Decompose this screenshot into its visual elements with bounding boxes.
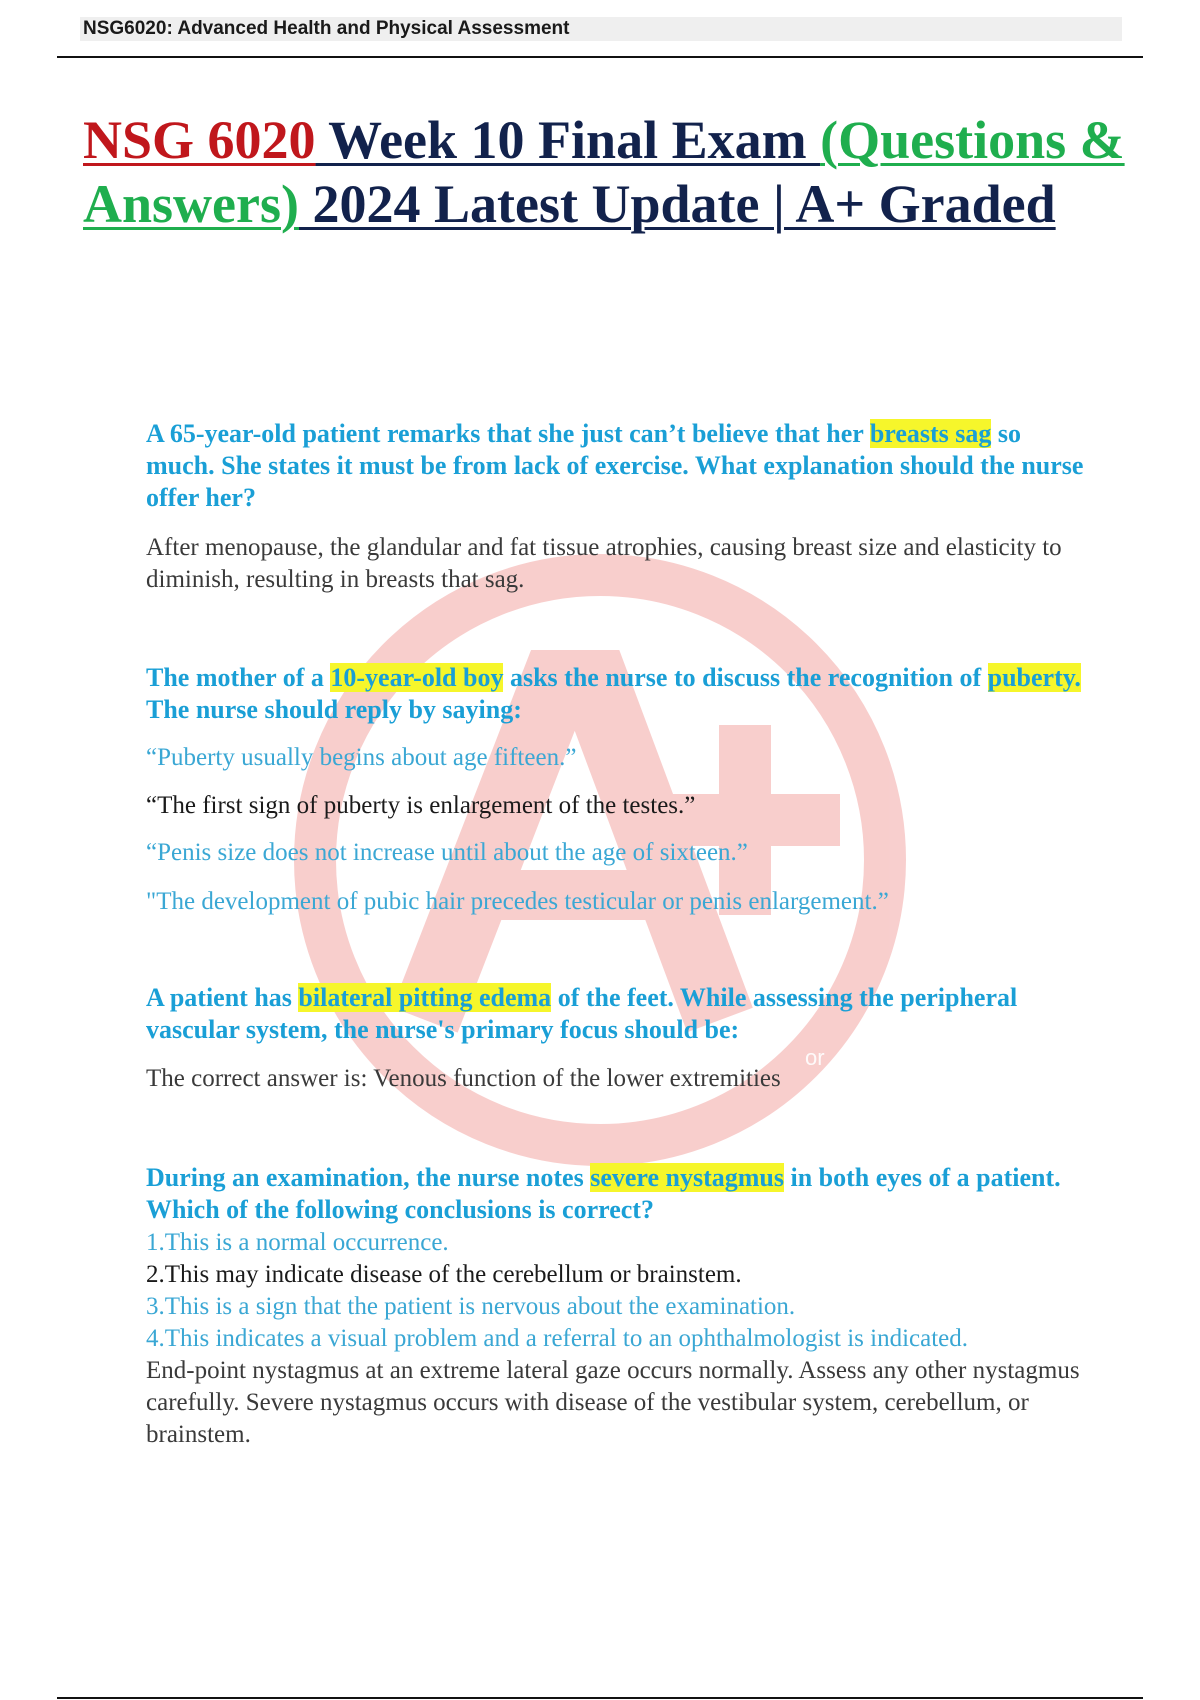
question-3-highlight: bilateral pitting edema [298,983,552,1012]
question-4-highlight: severe nystagmus [590,1163,784,1192]
question-4-option-2: 2.This may indicate disease of the cerebellum or brainstem. [146,1261,742,1288]
question-1 [146,418,1086,514]
question-2-option-1: “Puberty usually begins about age fifteen.” [146,744,577,771]
title-qa: (Questions & Answers) [83,110,1125,234]
question-4-option-4: 4.This indicates a visual problem and a referral to an ophthalmologist is indicated. [146,1325,968,1352]
question-2-option-3: “Penis size does not increase until about the age of sixteen.” [146,839,748,866]
question-2-text-end: The nurse should reply by saying: [146,695,522,724]
answer-1: After menopause, the glandular and fat tissue atrophies, causing breast size and elasticity to diminish, resulting in breasts that sag. [146,534,1062,593]
question-2-text-middle: asks the nurse to discuss the recognition of [503,663,988,692]
answer-3: The correct answer is: Venous function of the lower extremities [146,1065,781,1092]
question-4 [146,1162,1086,1226]
title-update: 2024 Latest Update | A+ Graded [298,174,1056,234]
footer-divider [57,1697,1143,1699]
question-2 [146,662,1086,726]
question-2-option-4: "The development of pubic hair precedes testicular or penis enlargement.” [146,888,889,915]
question-1-highlight: breasts sag [869,419,992,448]
question-2-highlight-2: puberty. [987,663,1081,692]
page-title [83,108,1133,236]
question-3 [146,982,1086,1046]
question-4-option-3: 3.This is a sign that the patient is nervous about the examination. [146,1293,796,1320]
header-divider [57,56,1143,58]
watermark-text: or [805,1045,825,1070]
question-1-text-end: so much. She states it must be from lack of exercise. What explanation should the nurse offer her? [146,419,1084,512]
question-3-text-start: A patient has [146,983,299,1012]
question-4-option-1: 1.This is a normal occurrence. [146,1229,449,1256]
question-3-text-end: of the feet. While assessing the peripheral vascular system, the nurse's primary focus should be: [146,983,1018,1044]
title-course-code: NSG 6020 [83,110,316,170]
header-course-title: NSG6020: Advanced Health and Physical Assessment [83,18,570,39]
question-1-text-start: A 65-year-old patient remarks that she just can’t believe that her [146,419,870,448]
question-2-option-2: “The first sign of puberty is enlargement of the testes.” [146,792,696,819]
question-4-text-end: in both eyes of a patient. Which of the following conclusions is correct? [146,1163,1061,1224]
title-week: Week 10 Final Exam [315,110,821,170]
answer-4: End-point nystagmus at an extreme lateral gaze occurs normally. Assess any other nystagmus carefully. Severe nystagmus occurs with disease of the vestibular system, cerebellum, or brainstem. [146,1357,1080,1448]
question-2-text-start: The mother of a [146,663,331,692]
question-4-text-start: During an examination, the nurse notes [146,1163,591,1192]
question-2-highlight: 10-year-old boy [330,663,504,692]
